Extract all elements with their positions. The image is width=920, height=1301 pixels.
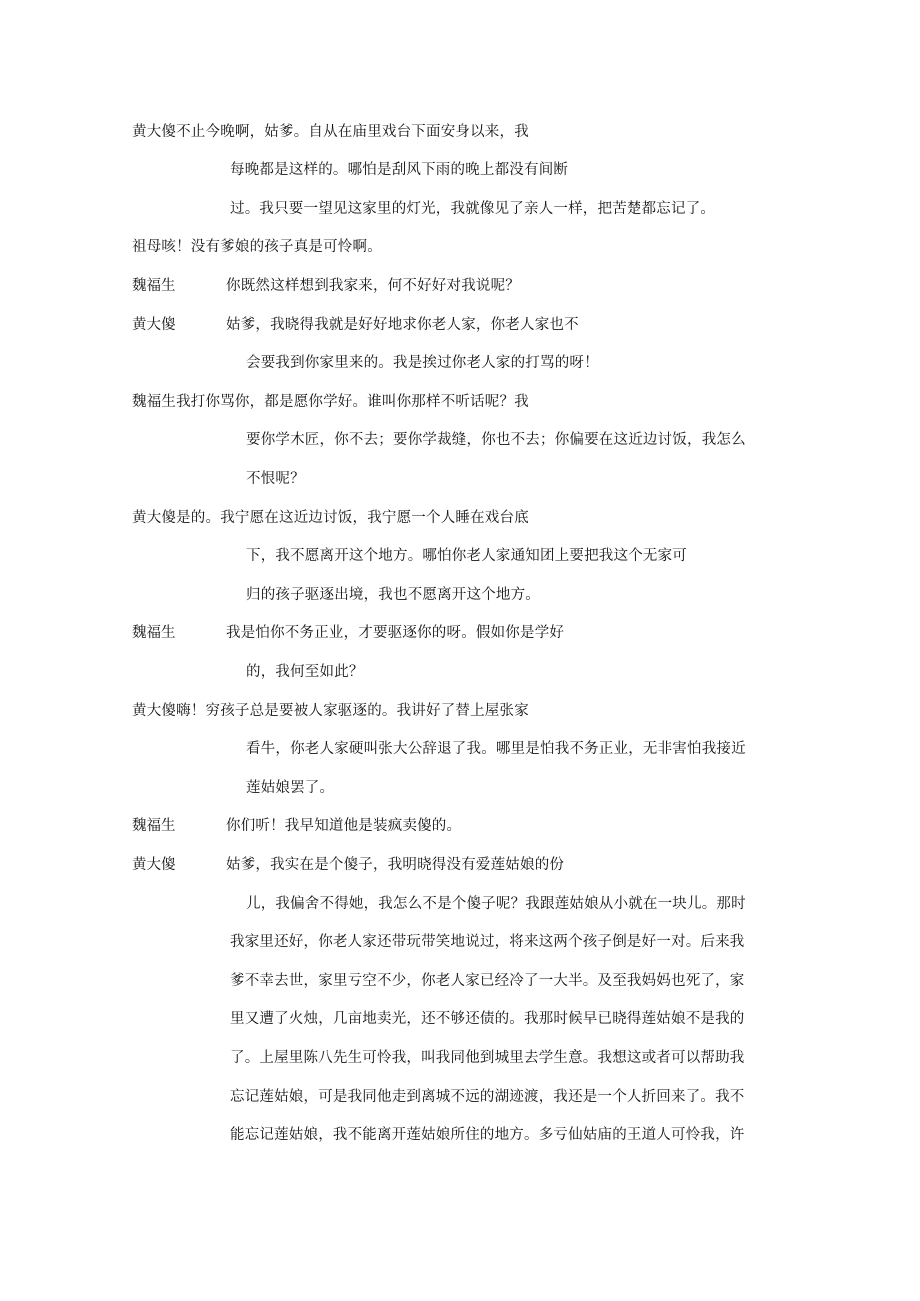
script-line: 姑爹，我晓得我就是好好地求你老人家，你老人家也不 xyxy=(226,317,579,333)
script-line: 你们听！我早知道他是装疯卖傻的。 xyxy=(226,818,462,834)
script-line: 能忘记莲姑娘，我不能离开莲姑娘所住的地方。多亏仙姑庙的王道人可怜我，许 xyxy=(230,1127,745,1143)
script-line: 看牛，你老人家硬叫张大公辞退了我。哪里是怕我不务正业，无非害怕我接近 xyxy=(246,741,746,757)
speaker-name: 黄大傻 xyxy=(132,857,176,873)
script-line: 下，我不愿离开这个地方。哪怕你老人家通知团上要把我这个无家可 xyxy=(246,548,687,564)
script-line: 会要我到你家里来的。我是挨过你老人家的打骂的呀！ xyxy=(246,355,599,371)
script-line: 的，我何至如此？ xyxy=(246,664,364,680)
script-line: 不恨呢？ xyxy=(246,471,305,487)
script-line: 每晚都是这样的。哪怕是刮风下雨的晚上都没有间断 xyxy=(230,162,569,178)
speaker-name: 黄大傻 xyxy=(132,317,176,333)
script-line: 黄大傻是的。我宁愿在这近边讨饭，我宁愿一个人睡在戏台底 xyxy=(132,510,529,526)
script-line: 莲姑娘罢了。 xyxy=(246,780,335,796)
script-line: 忘记莲姑娘，可是我同他走到离城不远的湖迹渡，我还是一个人折回来了。我不 xyxy=(230,1089,745,1105)
script-line: 祖母咳！没有爹娘的孩子真是可怜啊。 xyxy=(132,239,382,255)
script-line: 儿，我偏舍不得她，我怎么不是个傻子呢？我跟莲姑娘从小就在一块儿。那时 xyxy=(246,896,746,912)
script-line: 过。我只要一望见这家里的灯光，我就像见了亲人一样，把苦楚都忘记了。 xyxy=(230,201,716,217)
script-line: 你既然这样想到我家来，何不好好对我说呢？ xyxy=(226,278,520,294)
script-line: 归的孩子驱逐出境，我也不愿离开这个地方。 xyxy=(246,587,540,603)
script-line: 里又遭了火烛，几亩地卖光，还不够还债的。我那时候早已晓得莲姑娘不是我的 xyxy=(230,1011,745,1027)
script-line: 黄大傻嗨！穷孩子总是要被人家驱逐的。我讲好了替上屋张家 xyxy=(132,703,529,719)
speaker-name: 魏福生 xyxy=(132,818,176,834)
script-line: 魏福生我打你骂你，都是愿你学好。谁叫你那样不听话呢？我 xyxy=(132,394,529,410)
script-line: 要你学木匠，你不去；要你学裁缝，你也不去；你偏要在这近边讨饭，我怎么 xyxy=(246,432,746,448)
script-line: 我家里还好，你老人家还带玩带笑地说过，将来这两个孩子倒是好一对。后来我 xyxy=(230,934,745,950)
script-line: 我是怕你不务正业，才要驱逐你的呀。假如你是学好 xyxy=(226,625,565,641)
script-line: 爹不幸去世，家里亏空不少，你老人家已经冷了一大半。及至我妈妈也死了，家 xyxy=(230,973,745,989)
script-line: 黄大傻不止今晚啊，姑爹。自从在庙里戏台下面安身以来，我 xyxy=(132,124,529,140)
script-line: 姑爹，我实在是个傻子，我明晓得没有爱莲姑娘的份 xyxy=(226,857,565,873)
speaker-name: 魏福生 xyxy=(132,278,176,294)
script-line: 了。上屋里陈八先生可怜我，叫我同他到城里去学生意。我想这或者可以帮助我 xyxy=(230,1050,745,1066)
speaker-name: 魏福生 xyxy=(132,625,176,641)
